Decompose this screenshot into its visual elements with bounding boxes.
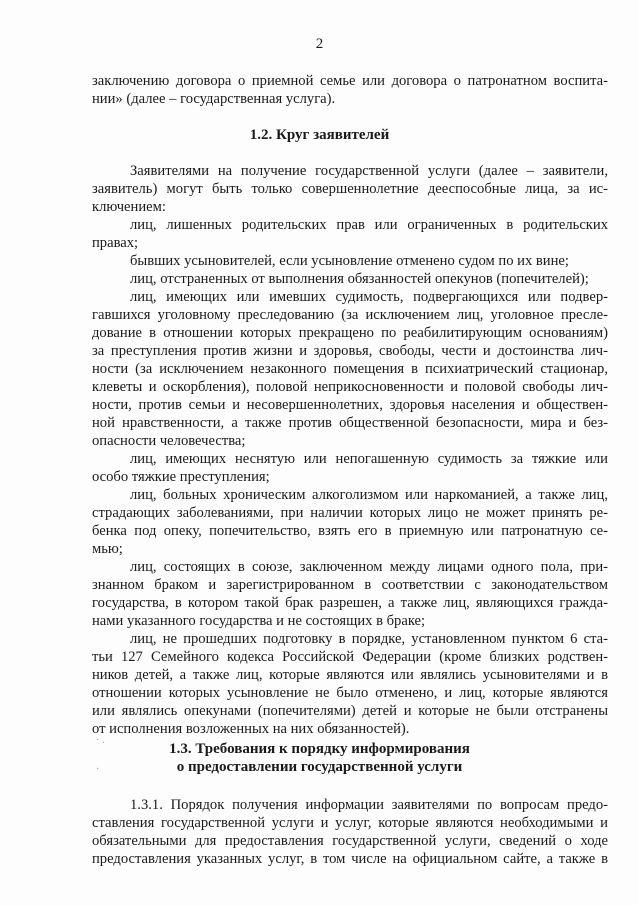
s12-line-7: лиц, отстраненных от выполнения обязанностей опекунов (попечителей); bbox=[130, 271, 589, 287]
s13-line-4: предоставления указанных услуг, в том числе на официальном сайте, а также в bbox=[92, 851, 608, 867]
s12-line-27: лиц, не прошедших подготовку в порядке, установленном пунктом 6 ста- bbox=[130, 631, 608, 647]
s12-line-23: лиц, состоящих в союзе, заключенном между лицами одного пола, при- bbox=[130, 559, 608, 575]
s12-line-12: ности (за исключением незаконного помещения в психиатрический стационар, bbox=[92, 361, 608, 377]
s12-line-10: дование в отношении которых прекращено по реабилитирующим основаниям) bbox=[92, 325, 608, 341]
s12-line-24: знанном браком и зарегистрированном в соответствии с законодательством bbox=[92, 577, 608, 593]
s12-line-8: лиц, имеющих или имевших судимость, подвергающихся или подвер- bbox=[130, 289, 608, 305]
s12-line-26: нами указанного государства и не состоящих в браке; bbox=[92, 613, 426, 629]
s12-line-2: заявитель) могут быть только совершеннолетние дееспособные лица, за ис- bbox=[92, 181, 608, 197]
s12-line-3: ключением: bbox=[92, 199, 166, 215]
s12-line-11: за преступления против жизни и здоровья, свободы, чести и достоинства лич- bbox=[92, 343, 608, 359]
s13-line-1: 1.3.1. Порядок получения информации заявителями по вопросам предо- bbox=[130, 797, 608, 813]
s12-line-1: Заявителями на получение государственной услуги (далее – заявители, bbox=[130, 163, 608, 179]
s12-line-31: или являлись опекунами (попечителями) детей и которые не были отстранены bbox=[92, 703, 608, 719]
s12-line-15: ной нравственности, а также против общественной безопасности, мира и без- bbox=[92, 415, 608, 431]
intro-line-1: заключению договора о приемной семье или договора о патронатном воспита- bbox=[92, 73, 608, 89]
s12-line-22: мью; bbox=[92, 541, 123, 557]
s12-line-30: отношении которых усыновление не было отменено, и лиц, которые являются bbox=[92, 685, 608, 701]
intro-line-2: нии» (далее – государственная услуга). bbox=[92, 91, 336, 107]
section-1-3-title-line-2: о предоставлении государственной услуги bbox=[176, 759, 463, 775]
section-1-3-title-line-1: 1.3. Требования к порядку информирования bbox=[169, 741, 470, 757]
scan-speck: · bbox=[96, 764, 100, 775]
section-1-2-title: 1.2. Круг заявителей bbox=[249, 127, 390, 143]
scan-speck: ˙ · bbox=[96, 738, 106, 749]
s12-line-21: бенка под опеку, попечительство, взять его в приемную или патронатную се- bbox=[92, 523, 608, 539]
s12-line-32: от исполнения возложенных на них обязанностей). bbox=[92, 721, 410, 737]
s12-line-16: опасности человечества; bbox=[92, 433, 246, 449]
s12-line-18: особо тяжкие преступления; bbox=[92, 469, 270, 485]
s12-line-19: лиц, больных хроническим алкоголизмом или наркоманией, а также лиц, bbox=[130, 487, 608, 503]
s12-line-29: ников детей, а также лиц, которые являются или являлись усыновителями и в bbox=[92, 667, 608, 683]
s13-line-2: ставления государственной услуги и услуг, которые являются необходимыми и bbox=[92, 815, 608, 831]
s12-line-13: клеветы и оскорбления), половой неприкосновенности и половой свободы лич- bbox=[92, 379, 608, 395]
s12-line-6: бывших усыновителей, если усыновление отменено судом по их вине; bbox=[130, 253, 569, 269]
s12-line-14: ности, против семьи и несовершеннолетних, здоровья населения и обществен- bbox=[92, 397, 608, 413]
s13-line-3: обязательными для предоставления государственной услуги, сведений о ходе bbox=[92, 833, 608, 849]
s12-line-9: гавшихся уголовному преследованию (за исключением лиц, уголовное пресле- bbox=[92, 307, 608, 323]
s12-line-4: лиц, лишенных родительских прав или ограниченных в родительских bbox=[130, 217, 608, 233]
s12-line-20: страдающих заболеваниями, при наличии которых лицо не может принять ре- bbox=[92, 505, 608, 521]
s12-line-28: тьи 127 Семейного кодекса Российской Федерации (кроме близких родствен- bbox=[92, 649, 608, 665]
s12-line-17: лиц, имеющих неснятую или непогашенную судимость за тяжкие или bbox=[130, 451, 608, 467]
s12-line-5: правах; bbox=[92, 235, 139, 251]
page-number: 2 bbox=[315, 36, 324, 52]
s12-line-25: государства, в котором такой брак разрешен, а также лиц, являющихся гражда- bbox=[92, 595, 608, 611]
